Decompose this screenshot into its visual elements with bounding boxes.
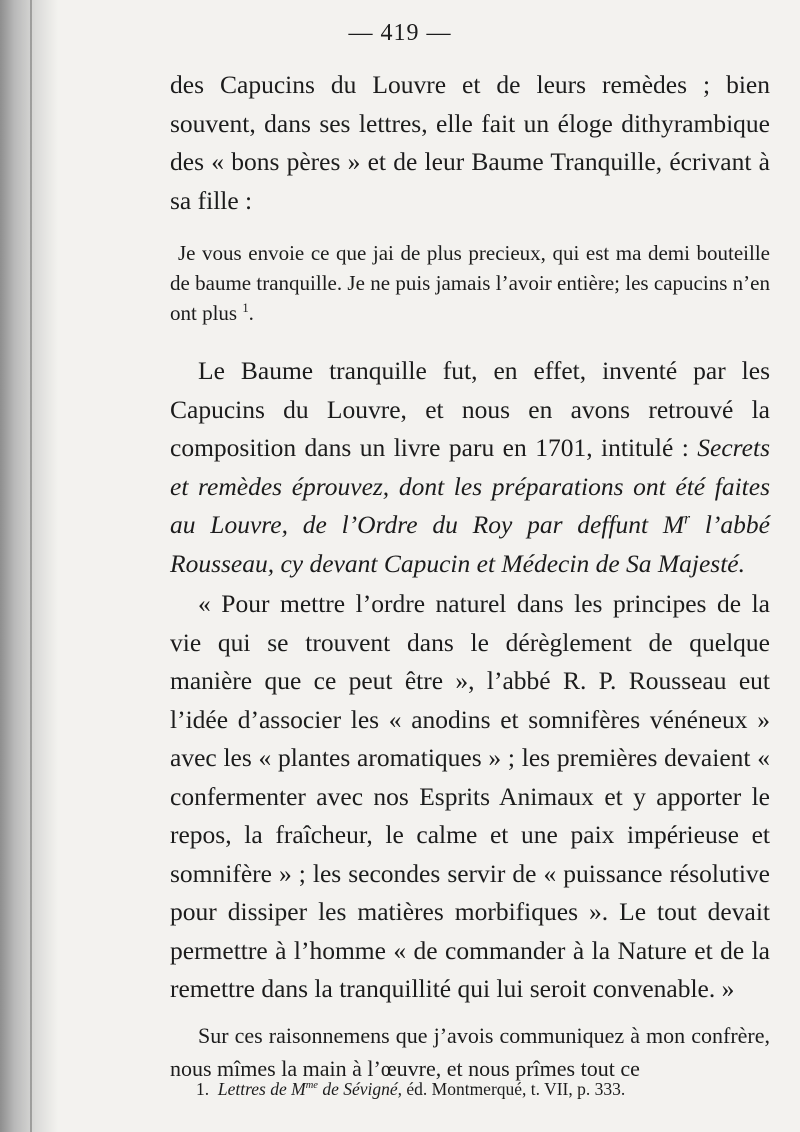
footnote-rest: éd. Montmerqué, t. VII, p. 333. — [406, 1079, 626, 1099]
page-gutter-shadow — [0, 0, 58, 1132]
footnote — [196, 1077, 796, 1101]
footnote-italic-sup: me — [305, 1080, 318, 1092]
quote-text: Je vous envoie ce que jai de plus precieux, qui est ma demi bouteille de baume tranquille. Je ne puis jamais l’avoir entière; les capucins n’en ont plus — [170, 241, 770, 325]
book-title-part-b: l’abbé Rousseau, cy devant Capucin et Médecin de Sa Majesté. — [170, 510, 770, 578]
intro-paragraph: des Capucins du Louvre et de leurs remèdes ; bien souvent, dans ses lettres, elle fait un éloge dithyrambique des « bons pères » et de leur Baume Tranquille, écrivant à sa fille : — [170, 70, 770, 215]
paragraph-rousseau: « Pour mettre l’ordre naturel dans les principes de la vie qui se trouvent dans le dérèglement de quelque manière que ce peut être », l’abbé R. P. Rousseau eut l’idée d’associer les « anodins et somnifères vénéneux » avec les « plantes aromatiques » ; les premières devaient « confermenter avec nos Esprits Animaux et y apporter le repos, la fraîcheur, le calme et une paix impérieuse et somnifère » ; les secondes servir de « puissance résolutive pour dissiper les matières morbifiques ». Le tout devait permettre à l’homme « de commander à la Nature et de la remettre dans la tranquillité qui lui seroit convenable. » — [170, 589, 770, 1003]
footnote-number: 1. — [196, 1079, 210, 1099]
paragraph-baume-text: Le Baume tranquille fut, en effet, inventé par les Capucins du Louvre, et nous en avons retrouvé la composition dans un livre paru en 1701, intitulé : — [170, 356, 770, 462]
footnote-italic-a: Lettres de M — [217, 1079, 306, 1099]
footnote-reference: 1 — [242, 301, 249, 315]
book-title-part-a: Secrets et remèdes éprouvez, dont les préparations ont été faites au Louvre, de l’Ordre du Roy par deffunt M — [170, 433, 770, 539]
footnote-italic-b: de Sévigné, — [322, 1079, 402, 1099]
book-title-sup: r — [684, 510, 691, 528]
page-number: — 419 — — [348, 20, 452, 46]
paragraph-baume — [170, 352, 770, 583]
quote-end: . — [248, 301, 254, 325]
text-column — [170, 66, 770, 1085]
block-quote — [170, 238, 770, 328]
paragraph-raisonnemens: Sur ces raisonnemens que j’avois communiquez à mon confrère, nous mîmes la main à l’œuvre, et nous prîmes tout ce — [170, 1022, 770, 1081]
